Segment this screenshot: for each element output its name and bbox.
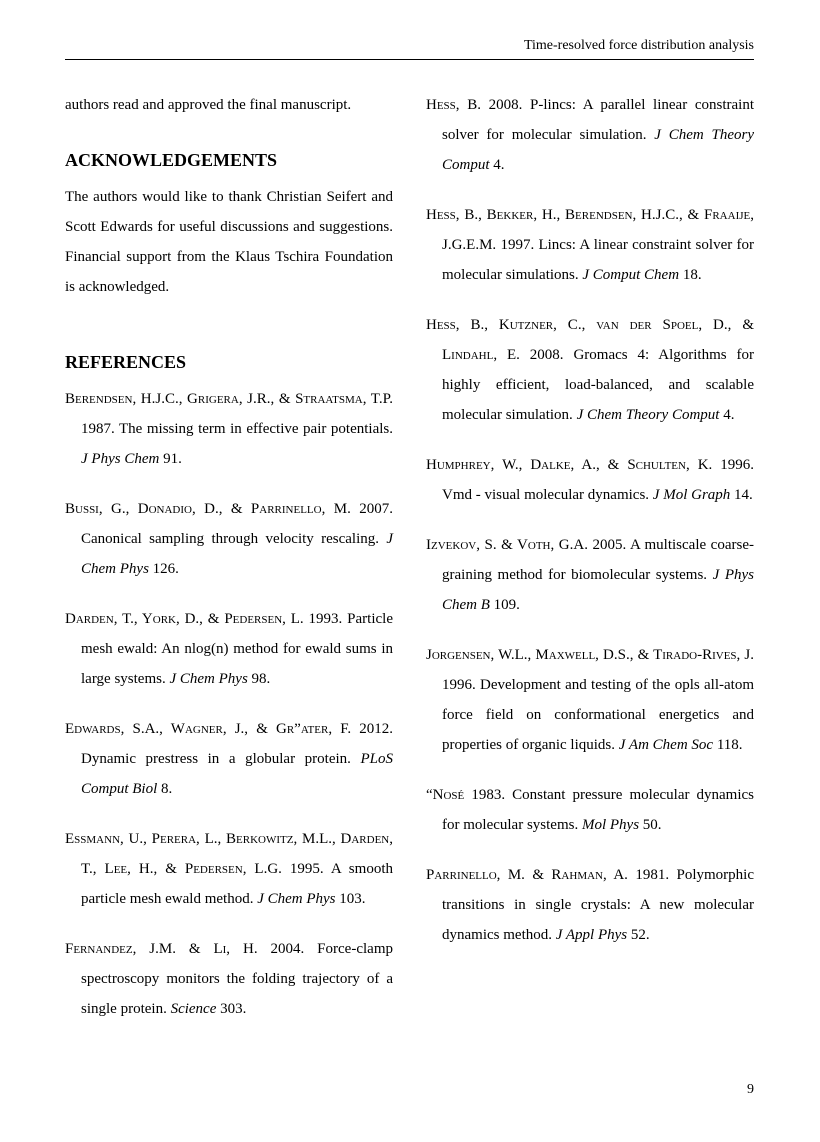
reference-item: Essmann, U., Perera, L., Berkowitz, M.L., Darden, T., Lee, H., & Pedersen, L.G. 1995. A smooth particle mesh ewald method. J Chem Phys 103. <box>65 831 393 907</box>
reference-item: Izvekov, S. & Voth, G.A. 2005. A multiscale coarse-graining method for biomolecular systems. J Phys Chem B 109. <box>426 537 754 613</box>
reference-item: “Nosé 1983. Constant pressure molecular dynamics for molecular systems. Mol Phys 50. <box>426 787 754 833</box>
page-number: 9 <box>747 1082 754 1097</box>
reference-item: Darden, T., York, D., & Pedersen, L. 1993. Particle mesh ewald: An nlog(n) method for ewald sums in large systems. J Chem Phys 98. <box>65 611 393 687</box>
reference-item: Jorgensen, W.L., Maxwell, D.S., & Tirado-Rives, J. 1996. Development and testing of the opls all-atom force field on conformational energetics and properties of organic liquids. J Am Chem Soc 118. <box>426 647 754 753</box>
reference-item: Hess, B., Bekker, H., Berendsen, H.J.C., & Fraaije, J.G.E.M. 1997. Lincs: A linear constraint solver for molecular simulations. J Comput Chem 18. <box>426 207 754 283</box>
reference-item: Humphrey, W., Dalke, A., & Schulten, K. 1996. Vmd - visual molecular dynamics. J Mol Graph 14. <box>426 457 755 503</box>
reference-item: Berendsen, H.J.C., Grigera, J.R., & Straatsma, T.P. 1987. The missing term in effective pair potentials. J Phys Chem 91. <box>65 391 393 467</box>
references-heading: REFERENCES <box>65 352 187 372</box>
reference-item: Bussi, G., Donadio, D., & Parrinello, M. 2007. Canonical sampling through velocity rescaling. J Chem Phys 126. <box>65 501 393 577</box>
left-column <box>65 90 393 1024</box>
running-header: Time-resolved force distribution analysis <box>65 36 754 60</box>
right-column <box>426 90 754 950</box>
acknowledgements-heading: ACKNOWLEDGEMENTS <box>65 150 278 170</box>
left-reference-list <box>65 384 393 1024</box>
reference-item: Hess, B., Kutzner, C., van der Spoel, D., & Lindahl, E. 2008. Gromacs 4: Algorithms for highly efficient, load-balanced, and scalable molecular simulation. J Chem Theory Comput 4. <box>426 317 754 423</box>
acknowledgements-text: The authors would like to thank Christian Seifert and Scott Edwards for useful discussions and suggestions. Financial support from the Klaus Tschira Foundation is acknowledged. <box>65 189 393 295</box>
reference-item: Edwards, S.A., Wagner, J., & Gr”ater, F. 2012. Dynamic prestress in a globular protein. PLoS Comput Biol 8. <box>65 721 393 797</box>
reference-item: Fernandez, J.M. & Li, H. 2004. Force-clamp spectroscopy monitors the folding trajectory of a single protein. Science 303. <box>65 941 393 1017</box>
reference-item: Parrinello, M. & Rahman, A. 1981. Polymorphic transitions in single crystals: A new molecular dynamics method. J Appl Phys 52. <box>426 867 754 943</box>
intro-text: authors read and approved the final manuscript. <box>65 97 352 113</box>
reference-item: Hess, B. 2008. P-lincs: A parallel linear constraint solver for molecular simulation. J Chem Theory Comput 4. <box>426 97 755 173</box>
